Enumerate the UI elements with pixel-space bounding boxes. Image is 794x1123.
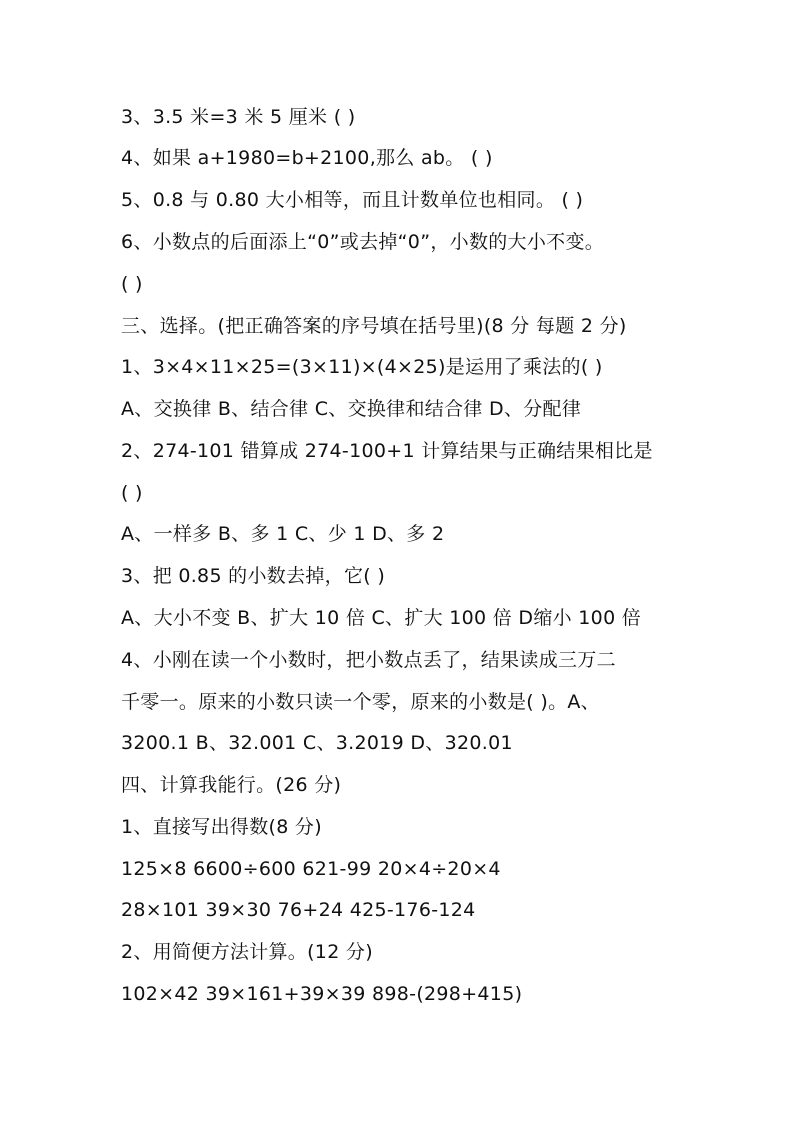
choice-question-3: 3、把 0.85 的小数去掉，它( ) — [121, 565, 386, 587]
true-false-item-4: 4、如果 a+1980=b+2100,那么 ab。 ( ) — [121, 147, 493, 169]
section-three-heading: 三、选择。(把正确答案的序号填在括号里)(8 分 每题 2 分) — [121, 315, 627, 337]
choice-question-4-options: 3200.1 B、32.001 C、3.2019 D、320.01 — [121, 732, 513, 754]
choice-question-2-options: A、一样多 B、多 1 C、少 1 D、多 2 — [121, 523, 445, 545]
choice-question-1: 1、3×4×11×25=(3×11)×(4×25)是运用了乘法的( ) — [121, 356, 603, 378]
true-false-item-5: 5、0.8 与 0.80 大小相等，而且计数单位也相同。 ( ) — [121, 189, 584, 211]
choice-question-4: 4、小刚在读一个小数时，把小数点丢了，结果读成三万二 — [121, 649, 616, 671]
calc-row-2: 28×101 39×30 76+24 425-176-124 — [121, 899, 476, 921]
choice-question-3-options: A、大小不变 B、扩大 10 倍 C、扩大 100 倍 D缩小 100 倍 — [121, 607, 642, 629]
calc-part-1-heading: 1、直接写出得数(8 分) — [121, 816, 322, 838]
true-false-item-6-bracket: ( ) — [121, 273, 143, 295]
choice-question-1-options: A、交换律 B、结合律 C、交换律和结合律 D、分配律 — [121, 398, 582, 420]
true-false-item-6: 6、小数点的后面添上“0”或去掉“0”，小数的大小不变。 — [121, 231, 605, 253]
choice-question-2-bracket: ( ) — [121, 482, 143, 504]
calc-row-3: 102×42 39×161+39×39 898-(298+415) — [121, 983, 523, 1005]
section-four-heading: 四、计算我能行。(26 分) — [121, 774, 342, 796]
calc-part-2-heading: 2、用简便方法计算。(12 分) — [121, 941, 373, 963]
choice-question-4-continued: 千零一。原来的小数只读一个零，原来的小数是( )。A、 — [121, 691, 600, 713]
choice-question-2: 2、274-101 错算成 274-100+1 计算结果与正确结果相比是 — [121, 440, 653, 462]
true-false-item-3: 3、3.5 米=3 米 5 厘米 ( ) — [121, 106, 356, 128]
calc-row-1: 125×8 6600÷600 621-99 20×4÷20×4 — [121, 858, 501, 880]
